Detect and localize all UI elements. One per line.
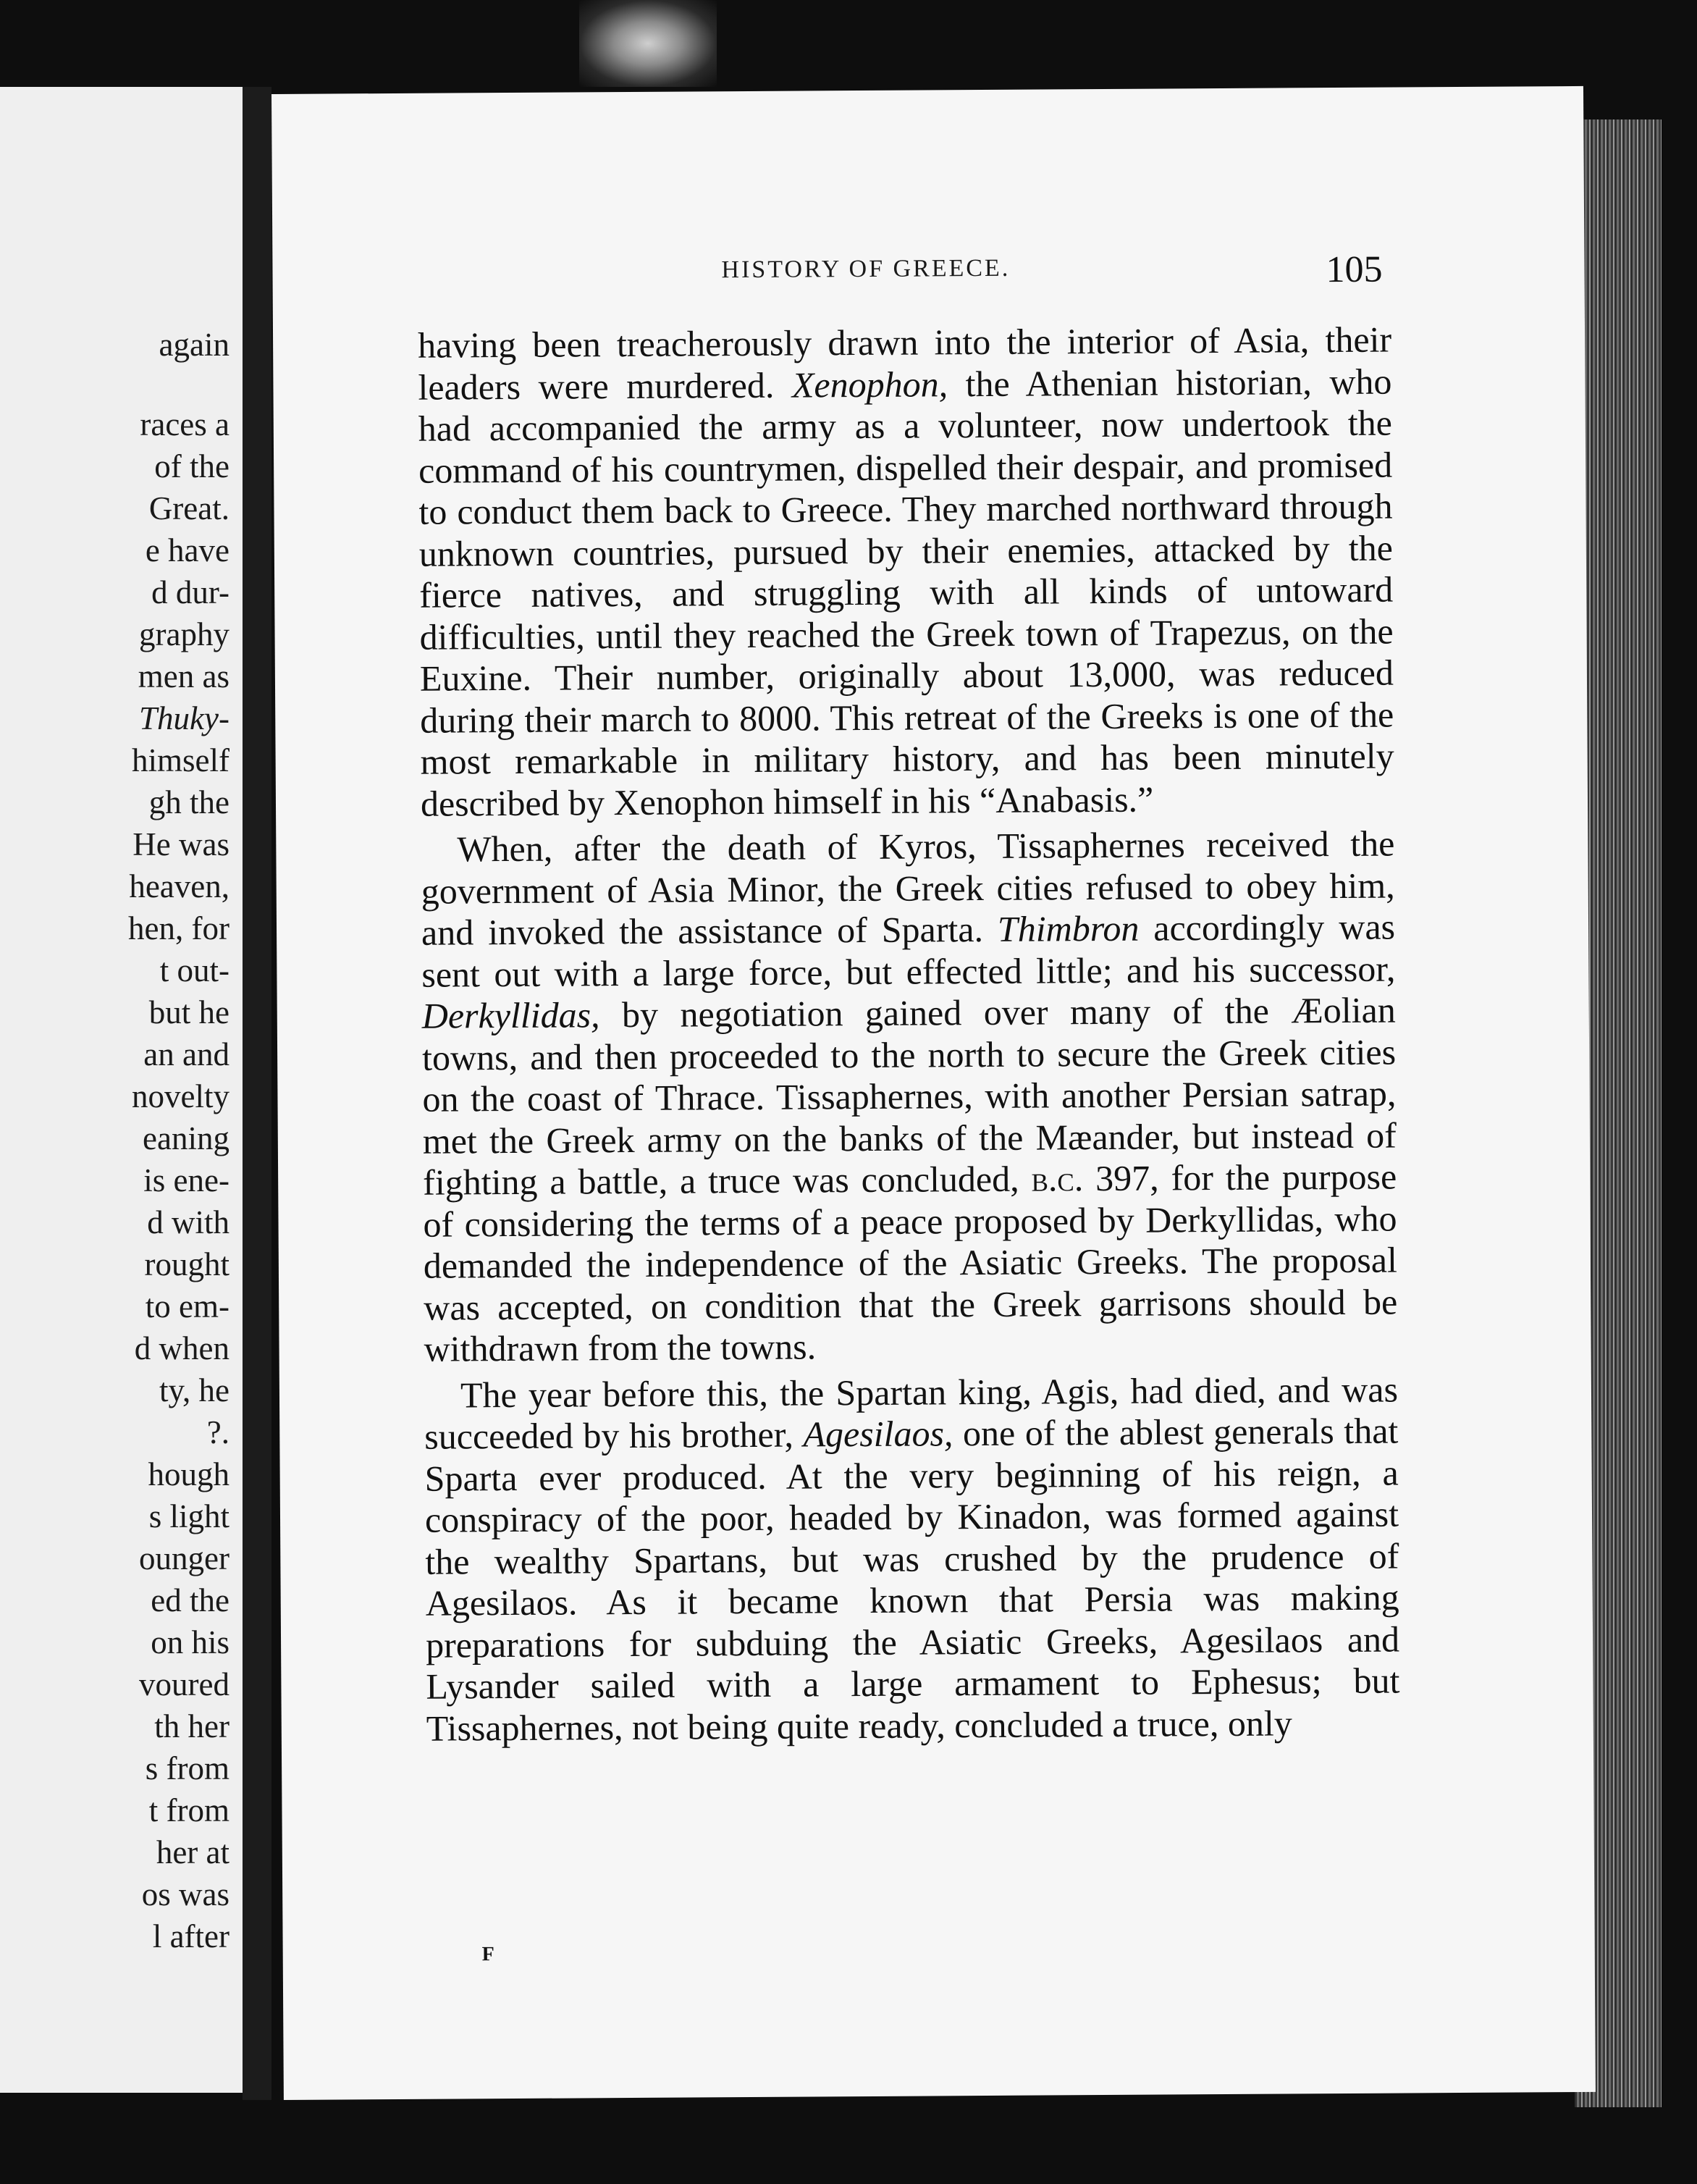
left-page-line: on his	[151, 1624, 230, 1660]
left-page-line: her at	[156, 1834, 230, 1870]
left-page-line: again	[159, 327, 230, 363]
left-page-line: ?.	[206, 1414, 230, 1450]
left-page-line: os was	[141, 1876, 230, 1912]
left-page-line: s light	[148, 1498, 230, 1534]
left-page-line: but he	[148, 994, 230, 1030]
paragraph-2: When, after the death of Kyros, Tissaphernes received the government of Asia Minor, the Greek cities refused to obey him, and invoked the assistance of Sparta. Thimbron accordingly was sent out with a large force, but effected little; and his successor, Derkyllidas, by negotiation gained over many of the Æolian towns, and then proceeded to the north to secure the Greek cities on the coast of Thrace. Tissaphernes, with another Persian satrap, met the Greek army on the banks of the Mæander, but instead of fighting a battle, a truce was concluded, b.c. 397, for the purpose of considering the terms of a peace proposed by Derkyllidas, who demanded the independence of the Asiatic Greeks. The proposal was accepted, on condition that the Greek garrisons should be withdrawn from the towns.	[421, 823, 1398, 1369]
running-head: HISTORY OF GREECE.	[721, 254, 1011, 284]
main-page	[271, 86, 1596, 2100]
left-page-line: d dur-	[151, 574, 230, 610]
paragraph-1: having been treacherously drawn into the interior of Asia, their leaders were murdered. Xenophon, the Athenian historian, who had accompanied the army as a volunteer, now undertook the command of his countrymen, dispelled their despair, and promised to conduct them back to Greece. They marched northward through unknown countries, pursued by their enemies, attacked by the fierce natives, and struggling with all kinds of untoward difficulties, until they reached the Greek town of Trapezus, on the Euxine. Their number, originally about 13,000, was reduced during their march to 8000. This retreat of the Greeks is one of the most remarkable in military history, and has been minutely described by Xenophon himself in his “Anabasis.”	[417, 319, 1394, 824]
left-page-line: himself	[132, 742, 230, 778]
left-page-line: hough	[148, 1456, 230, 1492]
left-page-line: l after	[152, 1918, 230, 1954]
left-page-line: novelty	[132, 1078, 230, 1114]
left-page-line: men as	[138, 658, 230, 694]
scan-smudge	[579, 0, 717, 87]
page-number: 105	[1326, 248, 1383, 291]
book-gutter	[243, 87, 271, 2100]
left-page-line: ounger	[139, 1540, 230, 1576]
signature-mark: F	[481, 1943, 494, 1966]
left-page-line: e have	[145, 532, 230, 568]
left-page-line: of the	[154, 448, 230, 484]
left-page-line: voured	[139, 1666, 230, 1702]
left-page-line: an and	[143, 1036, 230, 1072]
left-page-line: He was	[132, 826, 230, 862]
left-page-line: s from	[145, 1750, 230, 1786]
left-page-line: d when	[134, 1330, 230, 1366]
left-page-line: gh the	[148, 784, 230, 820]
left-page-line: eaning	[143, 1120, 230, 1156]
left-page-line: ty, he	[159, 1372, 230, 1408]
left-page-line: ed the	[151, 1582, 230, 1618]
left-page-line: d with	[147, 1204, 230, 1240]
left-page-line: Thuky-	[139, 700, 230, 736]
left-page-line: th her	[154, 1708, 230, 1744]
left-page-line: is ene-	[143, 1162, 230, 1198]
left-facing-page	[0, 87, 243, 2093]
left-page-line: t out-	[159, 952, 230, 988]
page-header	[272, 247, 1584, 298]
left-page-line: heaven,	[129, 868, 230, 904]
left-page-line: Great.	[148, 490, 230, 526]
left-page-line: races a	[140, 406, 230, 442]
left-page-line: graphy	[139, 616, 230, 652]
left-page-line: hen, for	[128, 910, 230, 946]
paragraph-3: The year before this, the Spartan king, Agis, had died, and was succeeded by his brother, Agesilaos, one of the ablest generals that Sparta ever produced. At the very beginning of his reign, a conspiracy of the poor, headed by Kinadon, was formed against the wealthy Spartans, but was crushed by the prudence of Agesilaos. As it became known that Persia was making preparations for subduing the Asiatic Greeks, Agesilaos and Lysander sailed with a large armament to Ephesus; but Tissaphernes, not being quite ready, concluded a truce, only	[424, 1369, 1400, 1749]
left-page-line: rought	[144, 1246, 230, 1282]
left-page-line: to em-	[145, 1288, 230, 1324]
body-text	[418, 319, 1400, 1750]
left-page-line: t from	[148, 1792, 230, 1828]
